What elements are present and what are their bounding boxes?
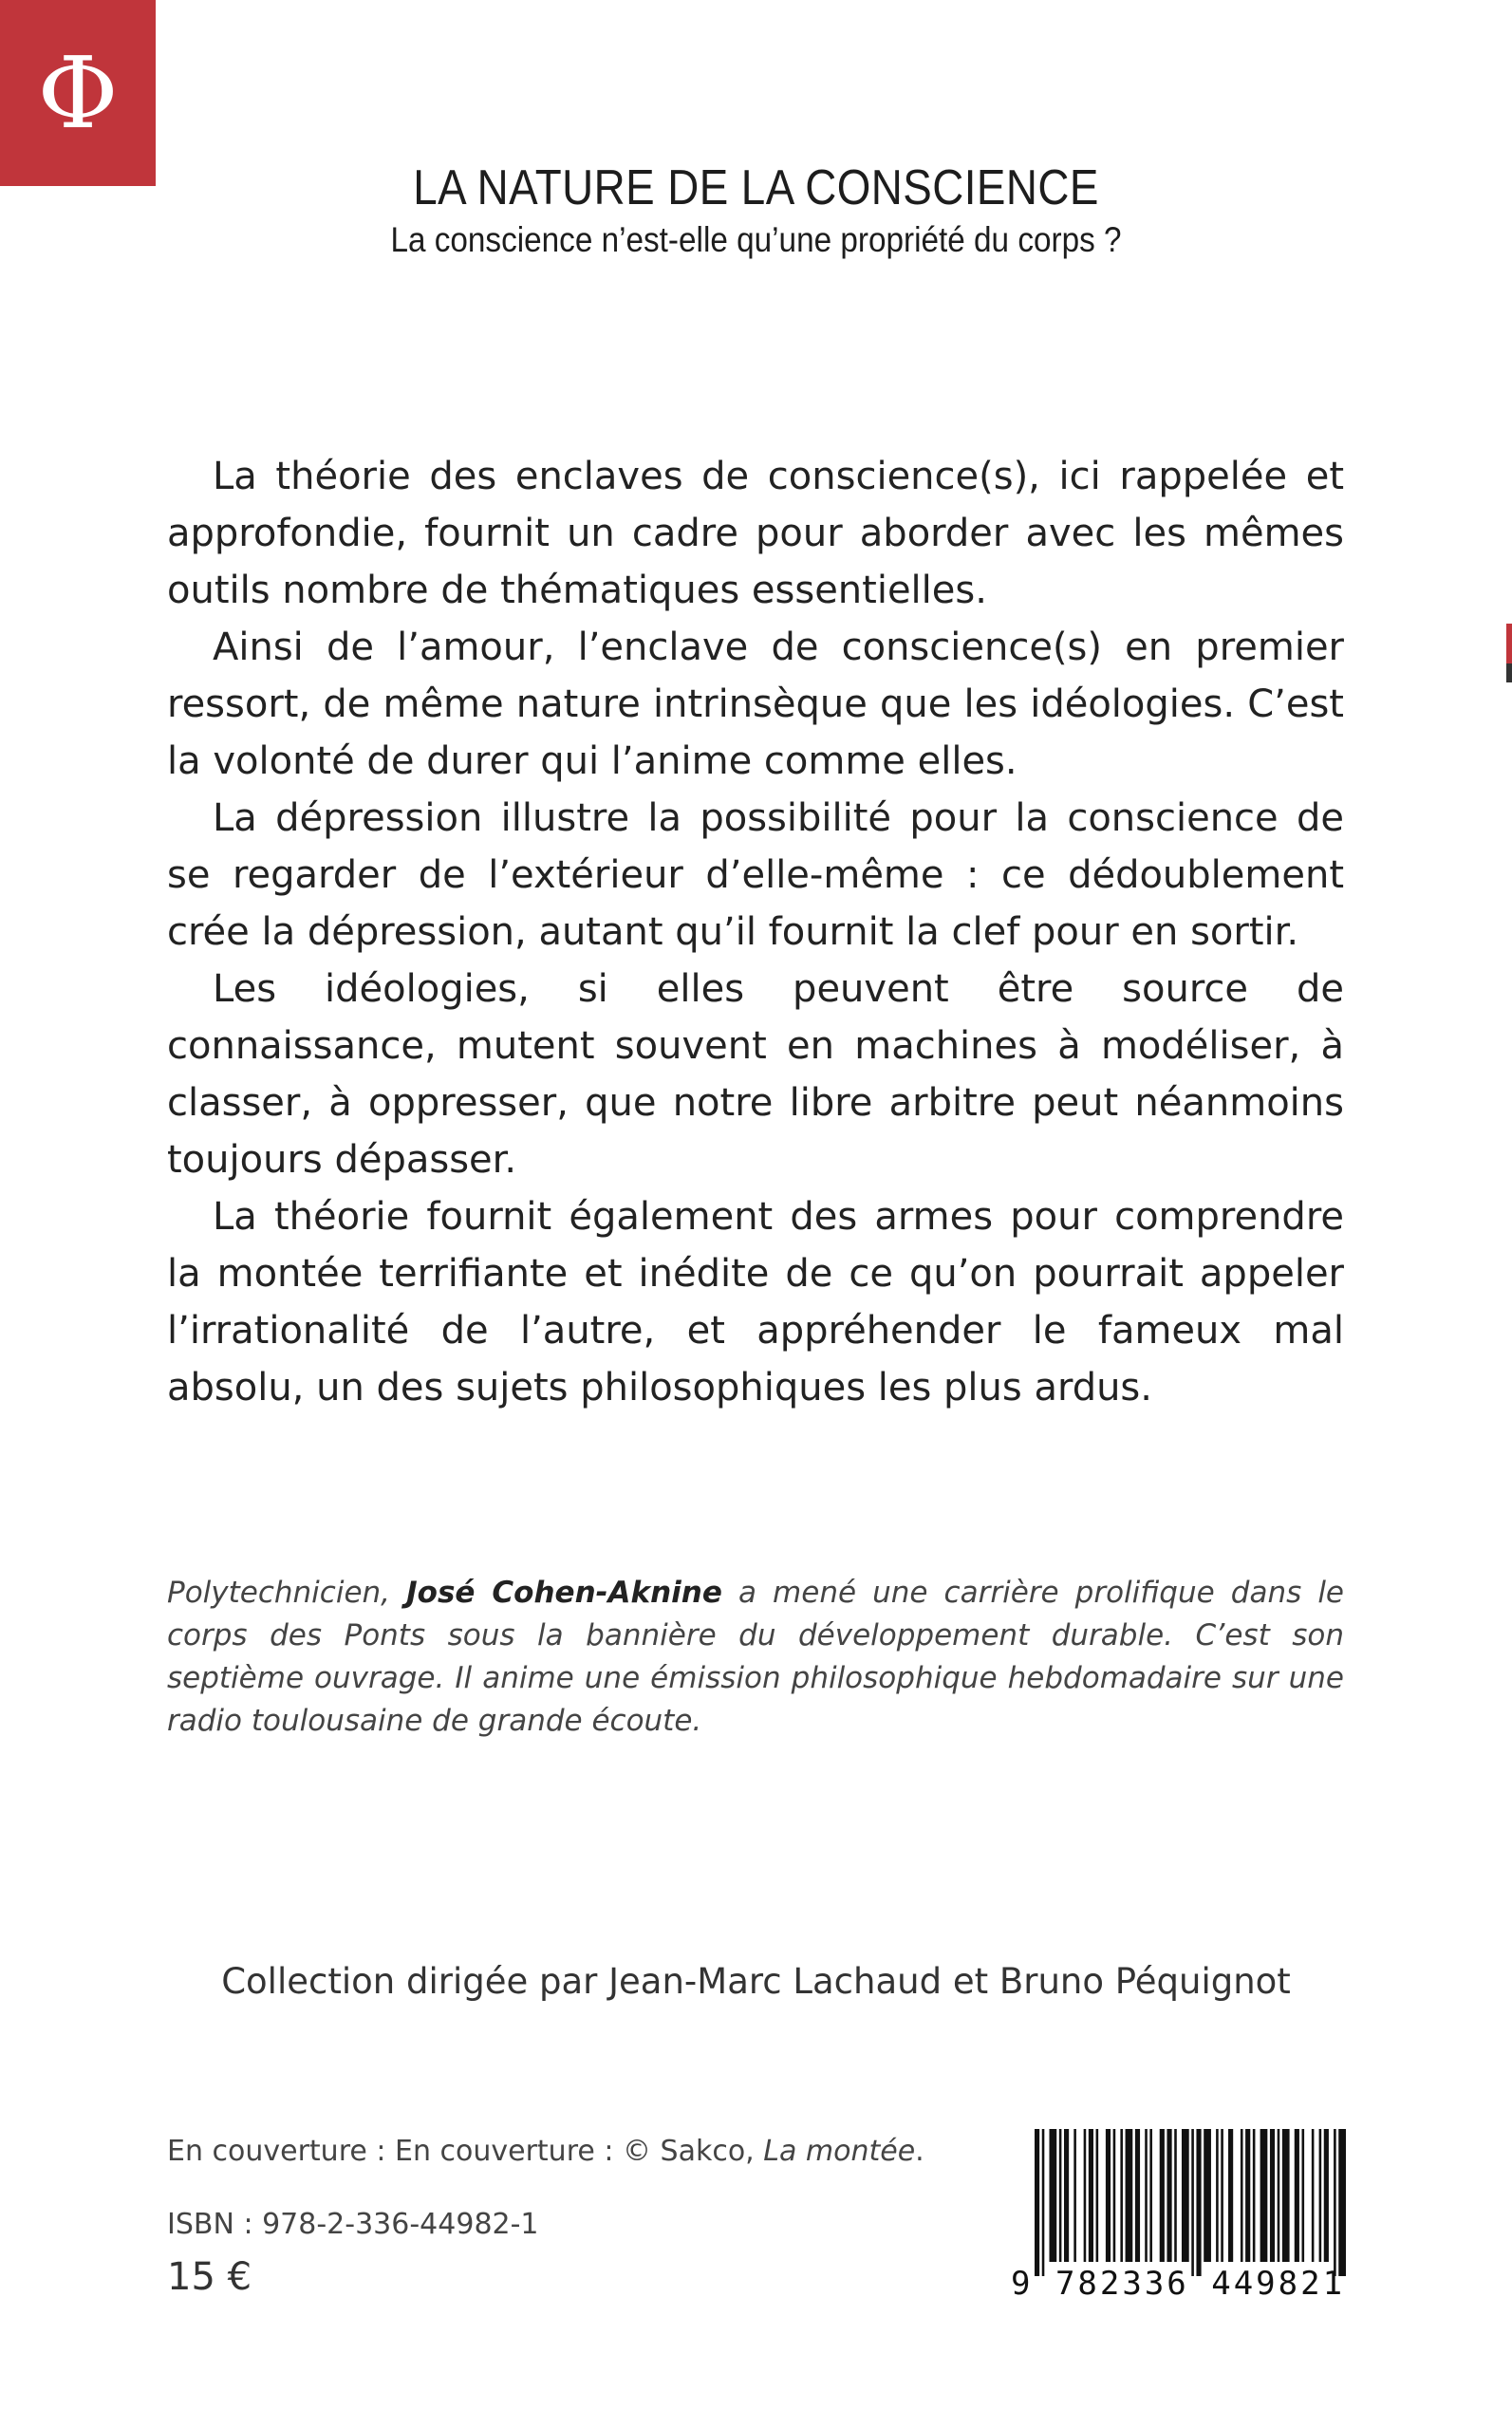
- barcode-digits: 9 782336 449821: [1011, 2265, 1346, 2303]
- barcode-bar: [1160, 2129, 1165, 2262]
- barcode-bar: [1282, 2129, 1290, 2262]
- barcode-bar: [1145, 2129, 1148, 2262]
- author-name: José Cohen-Aknine: [406, 1576, 722, 1610]
- barcode-bar: [1113, 2129, 1116, 2262]
- barcode-bar: [1174, 2129, 1177, 2262]
- back-cover-text: [167, 448, 1344, 1416]
- barcode-bar: [1042, 2129, 1045, 2276]
- barcode-bar: [1059, 2129, 1062, 2262]
- barcode-bar: [1228, 2129, 1233, 2262]
- cover-credit: [167, 2135, 924, 2168]
- collection-credit: Collection dirigée par Jean-Marc Lachaud et Bruno Péquignot: [221, 1961, 1291, 2002]
- barcode-bar: [1049, 2129, 1056, 2262]
- barcode-bar: [1064, 2129, 1069, 2262]
- isbn: ISBN : 978-2-336-44982-1: [167, 2208, 539, 2241]
- barcode-bar: [1149, 2129, 1152, 2262]
- book-subtitle: La conscience n’est-elle qu’une propriété du corps ?: [390, 220, 1122, 259]
- barcode-bar: [1196, 2129, 1201, 2276]
- barcode-bar: [1245, 2129, 1250, 2262]
- barcode-bar: [1295, 2129, 1299, 2262]
- barcode-bar: [1334, 2129, 1336, 2276]
- spine-marker: [1506, 624, 1512, 682]
- barcode-bar: [1089, 2129, 1093, 2262]
- barcode-bar: [1135, 2129, 1140, 2262]
- barcode-bar: [1338, 2129, 1346, 2276]
- barcode-bar: [1270, 2129, 1275, 2262]
- barcode-bar: [1241, 2129, 1243, 2262]
- paragraph: Les idéologies, si elles peuvent être source de connaissance, mutent souvent en machines à modéliser, à classer, à oppresser, que notre libre arbitre peut néanmoins toujours dépasser.: [167, 967, 1344, 1182]
- cover-credit-suffix: .: [915, 2135, 924, 2168]
- barcode-bar: [1260, 2129, 1268, 2262]
- paragraph: La théorie des enclaves de conscience(s), ici rappelée et approfondie, fournit un cadre pour aborder avec les mêmes outils nombre de thématiques essentielles.: [167, 455, 1344, 612]
- barcode-bar: [1106, 2129, 1111, 2262]
- bio-prefix: Polytechnicien,: [167, 1576, 407, 1610]
- barcode-bar: [1302, 2129, 1305, 2262]
- barcode-bar: [1216, 2129, 1219, 2262]
- barcode-bar: [1312, 2129, 1315, 2262]
- barcode-bar: [1319, 2129, 1322, 2262]
- barcode-bar: [1084, 2129, 1087, 2262]
- phi-logo-icon: Φ: [37, 35, 119, 151]
- publisher-logo: [0, 0, 156, 186]
- paragraph: Ainsi de l’amour, l’enclave de conscience(s) en premier ressort, de même nature intrinsèque que les idéologies. C’est la volonté de durer qui l’anime comme elles.: [167, 626, 1344, 783]
- barcode-bar: [1167, 2129, 1171, 2262]
- barcode-bar: [1278, 2129, 1280, 2262]
- barcode-bar: [1120, 2129, 1123, 2262]
- paragraph: La dépression illustre la possibilité pour la conscience de se regarder de l’extérieur d’elle-même : ce dédoublement crée la dépression, autant qu’il fournit la clef pour en sortir.: [167, 796, 1344, 954]
- barcode-bar: [1324, 2129, 1329, 2262]
- author-bio: [167, 1572, 1344, 1743]
- barcode-bar: [1182, 2129, 1189, 2262]
- paragraph: La théorie fournit également des armes pour comprendre la montée terrifiante et inédite de ce qu’on pourrait appeler l’irrationalité de l’autre, et appréhender le fameux mal absolu, un des sujets philosophiques les plus ardus.: [167, 1195, 1344, 1410]
- price: 15 €: [167, 2255, 252, 2299]
- barcode-icon: [1035, 2129, 1346, 2276]
- bio-text: a mené une carrière prolifique dans le corps des Ponts sous la bannière du développement durable. C’est son septième ouvrage. Il anime une émission philosophique hebdomadaire sur une radio toulousaine de grande écoute.: [167, 1576, 1344, 1738]
- barcode-bar: [1035, 2129, 1039, 2276]
- book-title: LA NATURE DE LA CONSCIENCE: [413, 160, 1099, 215]
- barcode-bar: [1073, 2129, 1076, 2262]
- barcode-bar: [1204, 2129, 1211, 2262]
- barcode-bar: [1191, 2129, 1194, 2276]
- cover-credit-prefix: En couverture : En couverture : © Sakco,: [167, 2135, 764, 2168]
- barcode-bar: [1221, 2129, 1223, 2262]
- barcode-bar: [1253, 2129, 1256, 2262]
- barcode-bar: [1126, 2129, 1133, 2262]
- cover-work-title: La montée: [763, 2135, 916, 2168]
- barcode-bar: [1096, 2129, 1099, 2262]
